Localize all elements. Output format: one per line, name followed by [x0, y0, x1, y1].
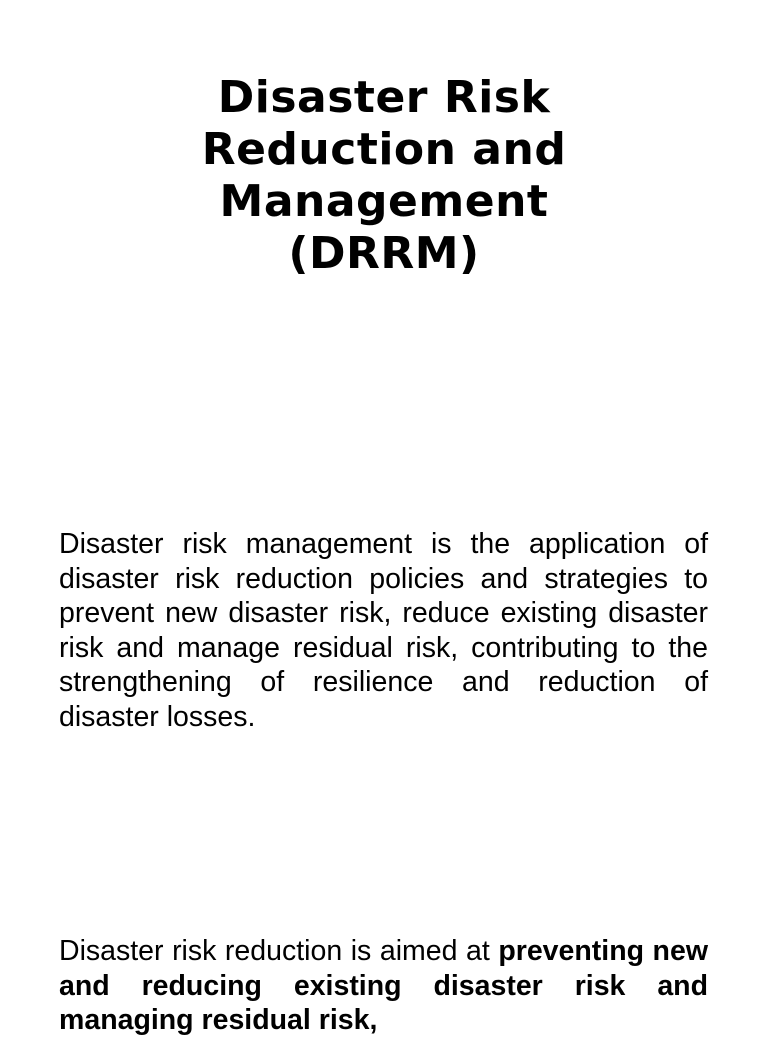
drr-definition-paragraph	[59, 934, 708, 1038]
drr-paragraph-emphasis: preventing new and reducing existing disaster risk and managing residual risk,	[59, 935, 708, 1037]
document-title: Disaster Risk Reduction and Management (DRRM)	[201, 72, 567, 279]
drr-paragraph-lead: Disaster risk reduction is aimed at	[59, 935, 499, 967]
drm-definition-paragraph: Disaster risk management is the application of disaster risk reduction policies and strategies to prevent new disaster risk, reduce existing disaster risk and manage residual risk, contributing to the strengthening of resilience and reduction of disaster losses.	[59, 528, 708, 733]
